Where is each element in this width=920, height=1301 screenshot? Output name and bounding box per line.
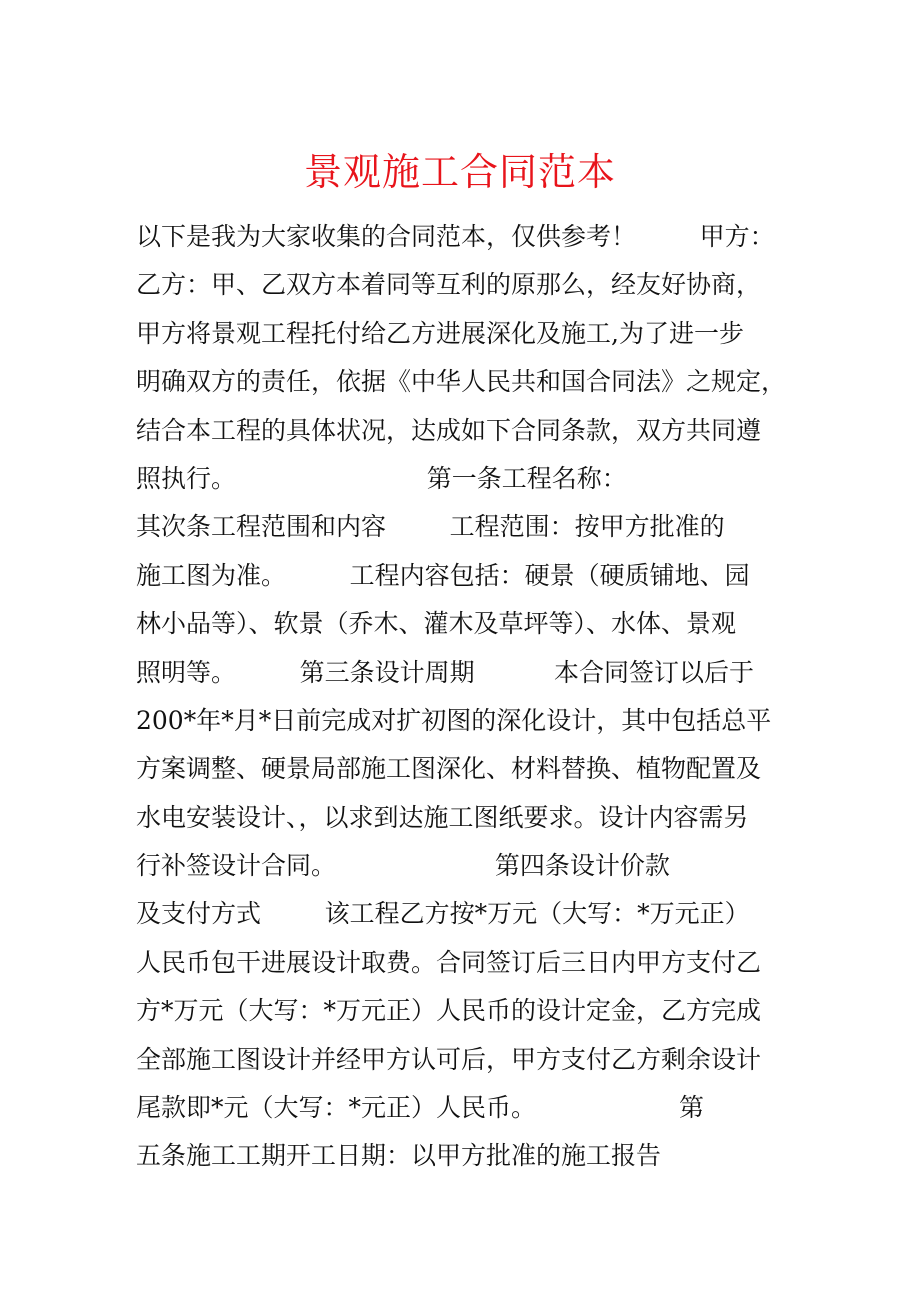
- body-line-1: 以下是我为大家收集的合同范本，仅供参考！ 甲方：: [136, 222, 775, 251]
- document-title: 景观施工合同范本: [303, 150, 616, 194]
- body-line-5: 结合本工程的具体状况，达成如下合同条款，双方共同遵: [136, 415, 762, 445]
- body-line-3: 甲方将景观工程托付给乙方进展深化及施工,为了进一步: [136, 318, 744, 348]
- document-body: [136, 213, 816, 1181]
- body-line-8: 施工图为准。 工程内容包括：硬景（硬质铺地、园: [136, 560, 750, 590]
- body-line-19: 尾款即*元（大写：*元正）人民币。 第: [136, 1093, 705, 1123]
- body-line-11: 200*年*月*日前完成对扩初图的深化设计，其中包括总平: [136, 705, 772, 735]
- body-line-14: 行补签设计合同。 第四条设计价款: [136, 851, 670, 881]
- body-line-4: 明确双方的责任，依据《中华人民共和国合同法》之规定，: [136, 367, 787, 397]
- body-line-18: 全部施工图设计并经甲方认可后，甲方支付乙方剩余设计: [136, 1044, 762, 1074]
- body-line-13: 水电安装设计、，以求到达施工图纸要求。设计内容需另: [136, 802, 749, 832]
- body-line-2: 乙方：甲、乙双方本着同等互利的原那么，经友好协商，: [136, 270, 762, 300]
- body-line-9: 林小品等）、软景（乔木、灌木及草坪等）、水体、景观: [136, 609, 737, 639]
- body-line-16: 人民币包干进展设计取费。合同签订后三日内甲方支付乙: [136, 947, 762, 977]
- body-line-7: 其次条工程范围和内容 工程范围：按甲方批准的: [136, 512, 725, 542]
- body-line-10: 照明等。 第三条设计周期 本合同签订以后于: [136, 657, 755, 687]
- body-line-17: 方*万元（大写：*万元正）人民币的设计定金，乙方完成: [136, 996, 762, 1026]
- body-line-6: 照执行。 第一条工程名称：: [136, 463, 627, 493]
- body-line-12: 方案调整、硬景局部施工图深化、材料替换、植物配置及: [136, 754, 762, 784]
- body-line-15: 及支付方式 该工程乙方按*万元（大写：*万元正）: [136, 899, 750, 929]
- body-line-20: 五条施工工期开工日期：以甲方批准的施工报告: [136, 1141, 662, 1171]
